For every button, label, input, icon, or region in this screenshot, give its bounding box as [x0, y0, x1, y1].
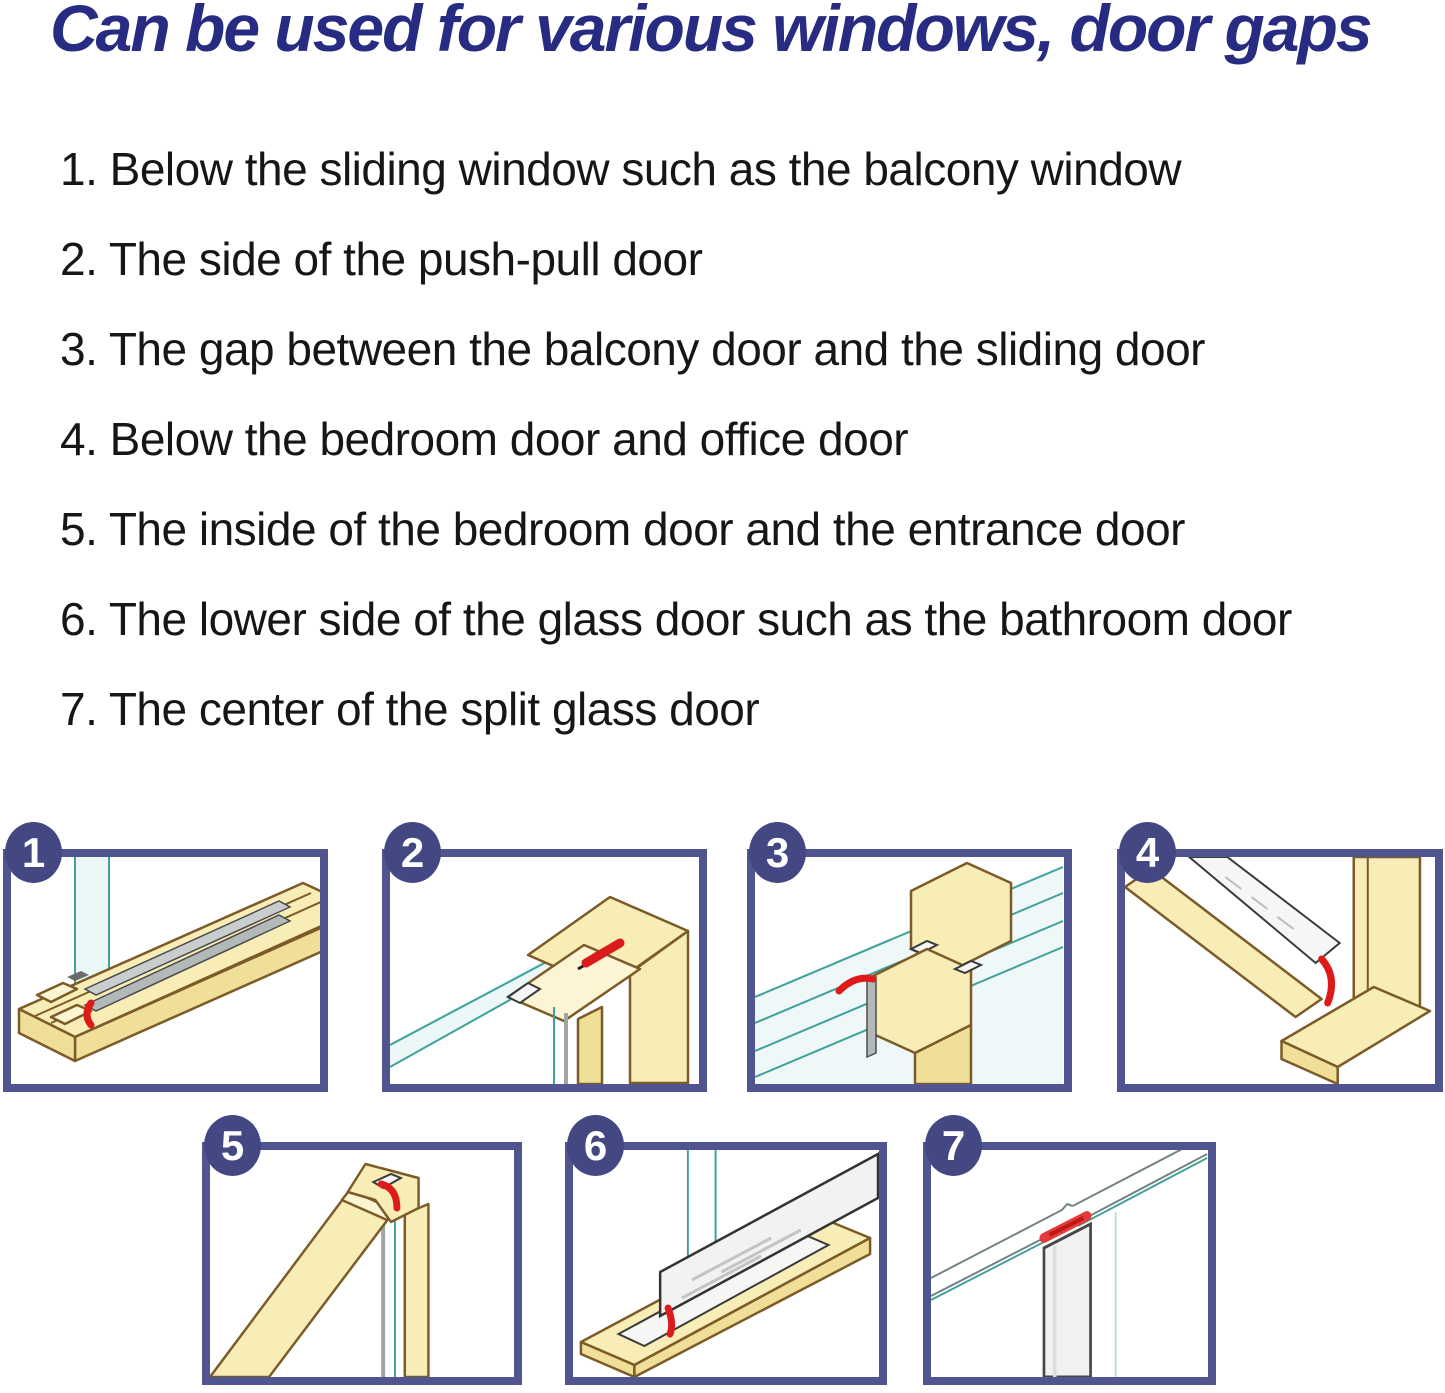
list-item: 4. Below the bedroom door and office door: [60, 413, 909, 465]
number-badge: [749, 822, 806, 883]
number-badge: [925, 1115, 982, 1176]
number-badge: [384, 822, 441, 883]
badge-number: 1: [21, 828, 46, 876]
glass-door-lower-side-illustration: [573, 1150, 879, 1377]
panel-bedroom-office-door-bottom: [1117, 828, 1443, 1092]
list-item: 2. The side of the push-pull door: [60, 233, 703, 285]
panel-glass-door-lower-side: [565, 1121, 887, 1385]
panel-push-pull-door-side: [382, 828, 707, 1092]
sliding-window-sill-illustration: [11, 857, 320, 1084]
panel-balcony-sliding-door-gap: [747, 828, 1072, 1092]
number-badge: [567, 1115, 624, 1176]
badge-number: 3: [765, 828, 790, 876]
panel-below-sliding-window: [3, 828, 328, 1092]
split-glass-door-center-illustration: [931, 1150, 1208, 1377]
list-item: 6. The lower side of the glass door such as the bathroom door: [60, 593, 1292, 645]
list-item: 3. The gap between the balcony door and the sliding door: [60, 323, 1205, 375]
badge-number: 5: [220, 1121, 245, 1169]
bedroom-office-door-bottom-illustration: [1125, 857, 1435, 1084]
number-badge: [5, 822, 62, 883]
badge-number: 6: [583, 1121, 608, 1169]
page-title: Can be used for various windows, door gaps: [50, 0, 1371, 65]
panel-bedroom-entrance-door-inside: [202, 1121, 522, 1385]
list-item: 1. Below the sliding window such as the balcony window: [60, 143, 1182, 195]
push-pull-door-side-illustration: [390, 857, 699, 1084]
badge-number: 4: [1135, 828, 1160, 876]
bedroom-entrance-door-inside-illustration: [210, 1150, 514, 1377]
badge-number: 2: [400, 828, 425, 876]
balcony-sliding-door-gap-illustration: [755, 857, 1064, 1084]
number-badge: [1119, 822, 1176, 883]
list-item: 5. The inside of the bedroom door and the entrance door: [60, 503, 1185, 555]
panel-split-glass-door-center: [923, 1121, 1216, 1385]
list-item: 7. The center of the split glass door: [60, 683, 760, 735]
badge-number: 7: [941, 1121, 966, 1169]
number-badge: [204, 1115, 261, 1176]
usage-list: [60, 124, 1292, 754]
